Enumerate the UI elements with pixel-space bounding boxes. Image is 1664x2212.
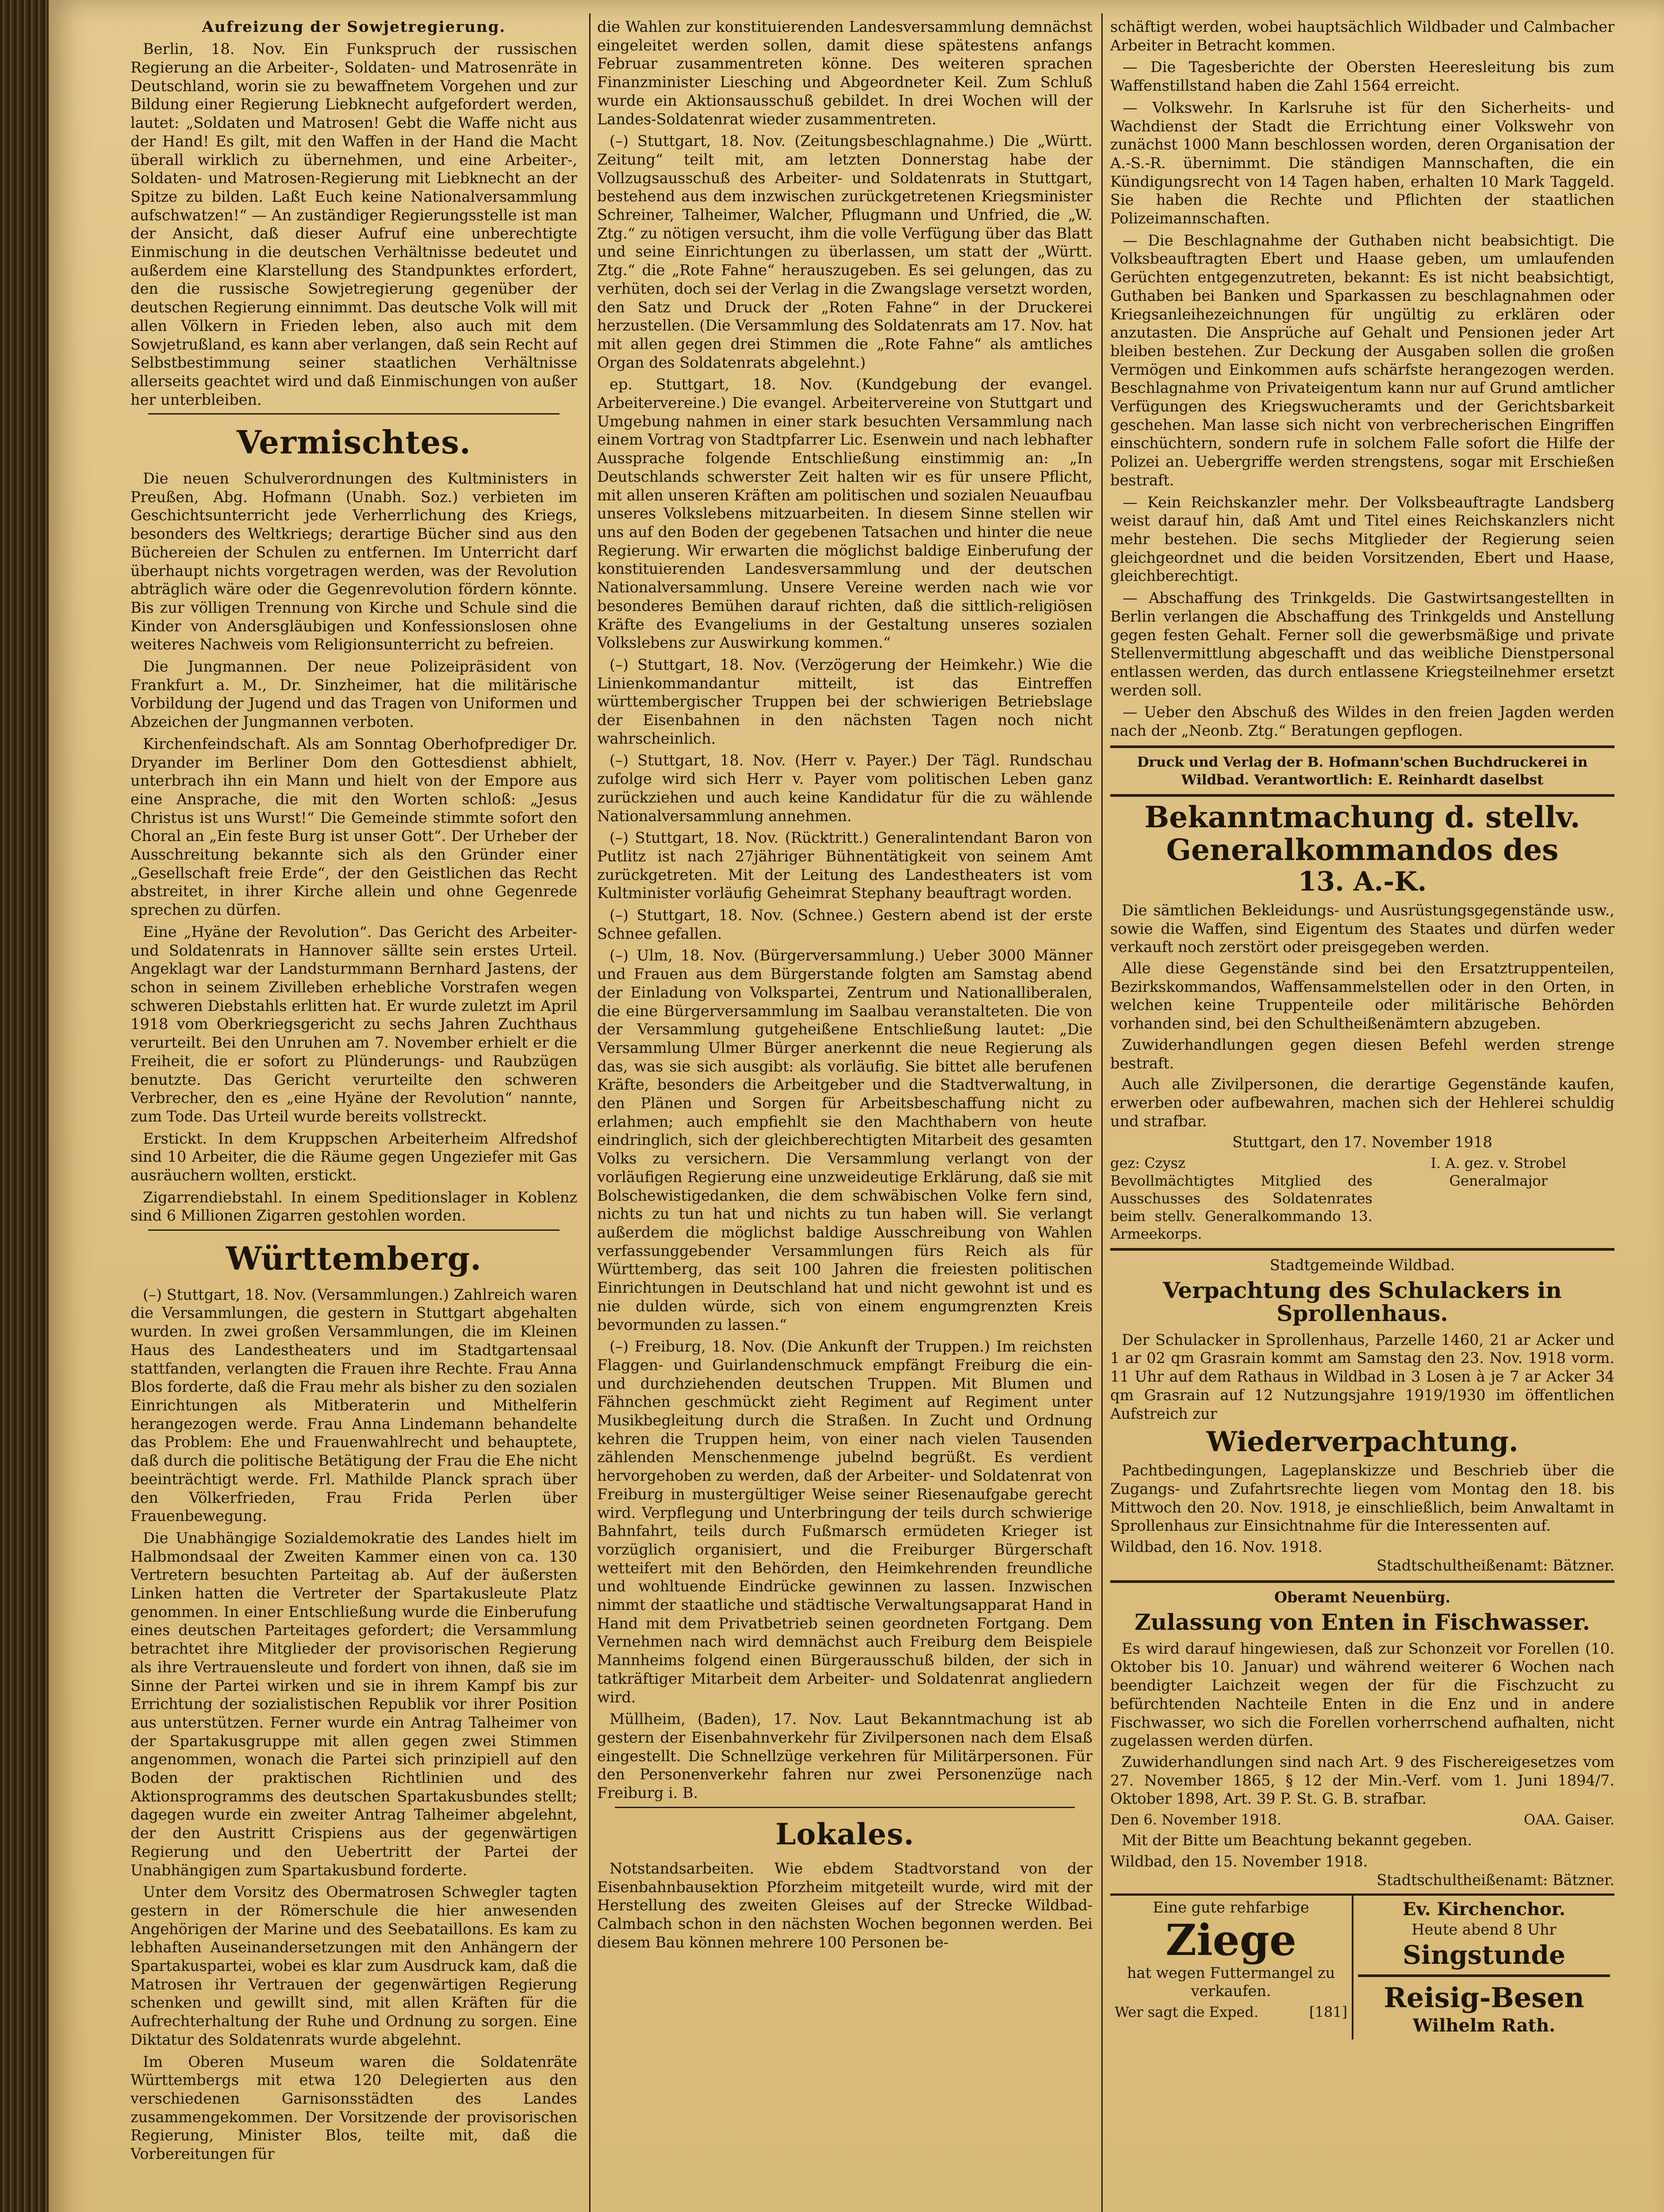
ad-title: Zulassung von Enten in Fischwasser. — [1135, 1609, 1590, 1636]
ad-footer — [1115, 2003, 1347, 2021]
article-paragraph: ep. Stuttgart, 18. Nov. (Kundgebung der evangel. Arbeitervereine.) Die evangel. Arbeitervereine von Stuttgart und Umgebung nahmen in einer stark besuchten Versammlung nach einem Vortrag von Stadtpfarrer Lic. Esenwein und nach lebhafter Aussprache folgende Entschließung einstimmig an: „In Deutschlands schwerster Zeit halten wir es für unsere Pflicht, mit allen unseren Kräften am politischen und sozialen Neuaufbau unseres Volkslebens mitzuarbeiten. In diesem Sinne stellen wir uns auf den Boden der gegebenen Tatsachen und hinter die neue Regierung. Wir erwarten die möglichst baldige Einberufung der konstituierenden Landesversammlung und der deutschen Nationalversammlung. Unsere Vereine werden nach wie vor besonderes Bemühen darauf richten, daß die sittlich-religiösen Kräfte des Evangeliums in der Gestaltung unseres sozialen Volkslebens zur Auswirkung kommen.“ — [597, 376, 1093, 652]
ad-big-word: Reisig-Besen — [1384, 1981, 1584, 2014]
section-title-vermischtes: Vermischtes. — [237, 423, 471, 461]
article-paragraph: (–) Stuttgart, 18. Nov. (Zeitungsbeschlagnahme.) Die „Württ. Zeitung“ teilt mit, am letzten Donnerstag habe der Vollzugsausschuß des Arbeiter- und Soldatenrats in Stuttgart, bestehend aus dem inzwischen zurückgetretenen Kriegsminister Schreiner, Talheimer, Walcher, Pflugmann und Unfried, die „W. Ztg.“ zu nötigen versucht, ihm die volle Verfügung über das Blatt und seine Einrichtungen zu überlassen, um statt der „Württ. Ztg.“ die „Rote Fahne“ herauszugeben. Es sei gelungen, das zu verhüten, doch sei der Verlag in die Zwangslage versetzt worden, den Satz und Druck der „Roten Fahne“ in der Druckerei herzustellen. (Die Versammlung des Soldatenrats am 17. Nov. hat mit allen gegen drei Stimmen die „Rote Fahne“ als amtliches Organ des Soldatenrats abgelehnt.) — [597, 132, 1093, 371]
separator — [1110, 794, 1614, 797]
section-title-wuerttemberg: Württemberg. — [226, 1240, 482, 1278]
ad-title: Wiederverpachtung. — [1206, 1425, 1518, 1458]
separator — [1110, 1248, 1614, 1251]
ad-place-date: Wildbad, den 16. Nov. 1918. — [1110, 1538, 1323, 1556]
separator — [615, 1807, 1075, 1808]
ad-big-word: Singstunde — [1403, 1939, 1565, 1970]
article-paragraph: Im Oberen Museum waren die Soldatenräte Württembergs mit etwa 120 Delegierten aus den verschiedenen Garnisonsstädten des Landes zusammengekommen. Der Vorsitzende der provisorischen Regierung, Minister Blos, teilte mit, daß die Vorbereitungen für — [130, 2053, 577, 2163]
ad-signature: OAA. Gaiser. — [1524, 1811, 1614, 1828]
ad-place-date: Wildbad, den 15. November 1918. — [1110, 1852, 1368, 1870]
article-paragraph: schäftigt werden, wobei hauptsächlich Wildbader und Calmbacher Arbeiter in Betracht kommen. — [1110, 18, 1614, 54]
book-spine — [0, 0, 49, 2212]
article-paragraph: (–) Stuttgart, 18. Nov. (Schnee.) Gestern abend ist der erste Schnee gefallen. — [597, 906, 1093, 942]
article-paragraph: Unter dem Vorsitz des Obermatrosen Schwegler tagten gestern in der Römerschule die hier anwesenden Angehörigen der Marine und des Seebataillons. Es kam zu lebhaften Auseinandersetzungen mit den Anhängern der Spartakuspartei, wobei es klar zum Ausdruck kam, daß die Matrosen ihr Vertrauen der gegenwärtigen Regierung schenken und gewillt sind, mit allen Kräften für die Aufrechterhaltung der Ruhe und Ordnung zu sorgen. Eine Diktatur des Soldatenrats wurde abgelehnt. — [130, 1883, 577, 2048]
ad-ziege — [1110, 1896, 1353, 2039]
newspaper-page — [49, 0, 1664, 2212]
article-paragraph: Die neuen Schulverordnungen des Kultministers in Preußen, Abg. Hofmann (Unabh. Soz.) verbieten im Geschichtsunterricht jede Verherrlichung des Kriegs, besonders des Weltkriegs; derartige Bücher sind aus den Büchereien der Schulen zu entfernen. Im Unterricht darf überhaupt nichts vorgetragen werden, was der Revolution abträglich wäre oder die Gegenrevolution fördern könnte. Bis zur völligen Trennung von Kirche und Schule sind die Kinder von Andersgläubigen und Konfessionslosen ohne weiteres Nachweis vom Religionsunterricht zu befreien. — [130, 470, 577, 653]
article-paragraph: Eine „Hyäne der Revolution“. Das Gericht des Arbeiter- und Soldatenrats in Hannover sällte sein erstes Urteil. Angeklagt war der Landsturmmann Bernhard Jastens, der schon in seinem Zivilleben erhebliche Vorstrafen wegen schweren Diebstahls erlitten hat. Er wurde zuletzt im April 1918 vom Oberkriegsgericht zu sechs Jahren Zuchthaus verurteilt. Bei den Unruhen am 7. November erhielt er die Freiheit, die er sofort zu Plünderungs- und Raubzügen benutzte. Das Gericht verurteilte den schweren Verbrecher, den es „eine Hyäne der Revolution“ nannte, zum Tode. Das Urteil wurde bereits vollstreckt. — [130, 923, 577, 1125]
ad-paragraph: Zuwiderhandlungen sind nach Art. 9 des Fischereigesetzes vom 27. November 1865, § 12 der Min.-Verf. vom 1. Juni 1894/7. Oktober 1898, Art. 39 P. St. G. B. strafbar. — [1110, 1753, 1614, 1808]
column-3 — [1110, 18, 1614, 2212]
ad-title: Bekanntmachung d. stellv. — [1144, 800, 1580, 835]
separator — [148, 413, 560, 415]
article-paragraph: Erstickt. In dem Kruppschen Arbeiterheim Alfredshof sind 10 Arbeiter, die die Räume gegen Ungeziefer mit Gas ausräuchern wollten, erstickt. — [130, 1129, 577, 1184]
ad-big-word: Ziege — [1166, 1915, 1296, 1965]
article-paragraph: Berlin, 18. Nov. Ein Funkspruch der russischen Regierung an die Arbeiter-, Soldaten- und Matrosenräte in Deutschland, worin sie zu bewaffnetem Vorgehen und zur Bildung einer Regierung Liebknecht aufgefordert werden, lautet: „Soldaten und Matrosen! Gebt die Waffe nicht aus der Hand! Es gilt, mit den Waffen in der Hand die Macht überall wirklich zu übernehmen, und eine Arbeiter-, Soldaten- und Matrosen-Regierung mit Liebknecht an der Spitze zu bilden. Laßt Euch keine Nationalversammlung aufschwatzen!“ — An zuständiger Regierungsstelle ist man der Ansicht, daß dieser Aufruf eine unberechtigte Einmischung in die deutschen Verhältnisse bedeutet und außerdem eine Klarstellung des Standpunktes erfordert, den die russische Sowjetregierung gegenüber der deutschen Regierung einnimmt. Das deutsche Volk will mit allen Völkern in Frieden leben, also auch mit dem Sowjetrußland, es kann aber verlangen, daß sein Recht auf Selbstbestimmung seiner staatlichen Verhältnisse allerseits geachtet wird und daß Einmischungen von außer her unterbleiben. — [130, 40, 577, 408]
article-paragraph: die Wahlen zur konstituierenden Landesversammlung demnächst eingeleitet werden sollen, damit diese spätestens anfangs Februar zusammentreten könne. Des weiteren sprachen Finanzminister Liesching und Abgeordneter Keil. Zum Schluß wurde ein Aktionsausschuß gebildet. In drei Wochen will der Landes-Soldatenrat wieder zusammentreten. — [597, 18, 1093, 128]
separator — [1110, 1580, 1614, 1583]
ad-name: Wilhelm Rath. — [1412, 2015, 1556, 2036]
article-paragraph: — Die Beschlagnahme der Guthaben nicht beabsichtigt. Die Volksbeauftragten Ebert und Haase geben, um umlaufenden Gerüchten entgegenzutreten, bekannt: Es ist nicht beabsichtigt, Guthaben bei Banken und Sparkassen zu beschlagnahmen oder Kriegsanleihezeichnungen für ungültig zu erklären oder anzutasten. Die Ansprüche auf Gehalt und Pensionen jeder Art bleiben bestehen. Zur Deckung der Ausgaben sollen die großen Vermögen und Einkommen aufs schärfste herangezogen werden. Beschlagnahme von Privateigentum kann nur auf Grund amtlicher Verfügungen des Kriegswucheramts und der Gerichtsbarkeit geschehen. Man lasse sich nicht von verbrecherischen Eingriffen einschüchtern, sondern rufe in solchem Falle sofort die Hilfe der Polizei an. Uebergriffe werden strengstens, sogar mit Erschießen bestraft. — [1110, 231, 1614, 489]
separator — [148, 1229, 560, 1231]
ad-signatures — [1110, 1811, 1614, 1828]
ad-paragraph: Zuwiderhandlungen gegen diesen Befehl werden strenge bestraft. — [1110, 1036, 1614, 1072]
article-paragraph: (–) Stuttgart, 18. Nov. (Versammlungen.) Zahlreich waren die Versammlungen, die gestern in Stuttgart abgehalten wurden. In zwei großen Versammlungen, die im Kleinen Haus des Landestheaters und im Stadtgartensaal stattfanden, verlangten die Frauen ihre Rechte. Frau Anna Blos forderte, daß die Frau mehr als bisher zu den sozialen Einrichtungen als Mitberaterin und Mithelferin herangezogen werde. Frau Anna Lindemann behandelte das Problem: Ehe und Frauenwahlrecht und behauptete, daß durch die politische Betätigung der Frau die Ehe nicht beeinträchtigt werde. Frl. Mathilde Planck sprach über den Völkerfrieden, Frau Frida Perlen über Frauenbewegung. — [130, 1286, 577, 1525]
article-paragraph: — Abschaffung des Trinkgelds. Die Gastwirtsangestellten in Berlin verlangen die Abschaffung des Trinkgelds und Anstellung gegen festen Gehalt. Ferner soll die gewerbsmäßige und private Stellenvermittlung abgeschafft und das weibliche Dienstpersonal entlassen werden, das durch entlassene Kriegsteilnehmer ersetzt werden soll. — [1110, 589, 1614, 699]
ad-signature: Stadtschultheißenamt: Bätzner. — [1376, 1556, 1614, 1574]
separator — [1358, 1974, 1610, 1977]
ad-kirchenchor — [1353, 1896, 1614, 2039]
article-paragraph: Zigarrendiebstahl. In einem Speditionslager in Koblenz sind 6 Millionen Zigarren gestohlen worden. — [130, 1188, 577, 1225]
article-paragraph: Die Jungmannen. Der neue Polizeipräsident von Frankfurt a. M., Dr. Sinzheimer, hat die militärische Vorbildung der Jugend und das Tragen von Uniformen und Abzeichen der Jungmannen verboten. — [130, 658, 577, 731]
ad-title: Ev. Kirchenchor. — [1403, 1899, 1566, 1920]
ad-paragraph: Mit der Bitte um Beachtung bekannt gegeben. — [1122, 1832, 1472, 1849]
imprint: Druck und Verlag der B. Hofmann'schen Buchdruckerei in Wildbad. Verantwortlich: E. Reinhardt daselbst — [1137, 754, 1588, 788]
column-rule — [1101, 13, 1103, 2212]
small-ads — [1110, 1893, 1614, 2039]
ad-pre: Eine gute rehfarbige — [1153, 1899, 1309, 1916]
article-paragraph: — Kein Reichskanzler mehr. Der Volksbeauftragte Landsberg weist darauf hin, daß Amt und Titel eines Reichskanzlers nicht mehr bestehen. Die sechs Mitglieder der Regierung seien gleichgeordnet und die beiden Vorsitzenden, Ebert und Haase, gleichberechtigt. — [1110, 493, 1614, 585]
separator — [1110, 745, 1614, 748]
ad-issuer: Stadtgemeinde Wildbad. — [1269, 1256, 1455, 1274]
ad-paragraph: Der Schulacker in Sprollenhaus, Parzelle 1460, 21 ar Acker und 1 ar 02 qm Grasrain kommt am Samstag den 23. Nov. 1918 vorm. 11 Uhr auf dem Rathaus in Wildbad in 3 Losen à je 7 ar Acker 34 qm Grasrain auf 12 Nutzungsjahre 1919/1930 im öffentlichen Aufstreich zur — [1110, 1331, 1614, 1422]
ad-issuer: Oberamt Neuenbürg. — [1274, 1588, 1451, 1606]
ad-paragraph: Die sämtlichen Bekleidungs- und Ausrüstungsgegenstände usw., sowie die Waffen, sind Eigentum des Staates und dürfen weder verkauft noch zerstört oder preisgegeben werden. — [1110, 901, 1614, 956]
section-title-lokales: Lokales. — [775, 1816, 915, 1851]
article-headline: Aufreizung der Sowjetregierung. — [202, 18, 506, 36]
ad-signatures — [1110, 1154, 1614, 1243]
article-paragraph: Die Unabhängige Sozialdemokratie des Landes hielt im Halbmondsaal der Zweiten Kammer einen von ca. 130 Vertretern besuchten Parteitag ab. Auf der äußersten Linken hatten die Vertreter der Spartakusleute Platz genommen. In einer Entschließung wurde die Einberufung eines deutschen Parteitages gefordert; die Versammlung betrachtet ihre Mitglieder der provisorischen Regierung als ihre Vertrauensleute und fordert von ihnen, daß sie im Sinne der Partei wirken und sie in ihrem Kampf bis zur Errichtung der sozialistischen Republik vor ihrer Position aus unterstützen. Ferner wurde ein Antrag Talheimer von der Spartakusgruppe mit allen gegen zwei Stimmen angenommen, wonach die Partei sich prinzipiell auf den Boden der praktischen Richtlinien und des Aktionsprogramms des deutschen Spartakusbundes stellt; dagegen wurde ein zweiter Antrag Talheimer abgelehnt, der den Austritt Crispiens aus der gegenwärtigen Regierung und den Uebertritt der Partei der Unabhängigen zum Spartakusbund forderte. — [130, 1529, 577, 1879]
ad-text: Heute abend 8 Uhr — [1411, 1921, 1557, 1939]
column-rule — [589, 13, 590, 2212]
ad-paragraph: Pachtbedingungen, Lageplanskizze und Beschrieb über die Zugangs- und Zufahrtsrechte liegen vom Montag den 18. bis Mittwoch den 20. Nov. 1918, je einschließlich, beim Anwaltamt in Sprollenhaus zur Einsichtnahme für die Interessenten auf. — [1110, 1462, 1614, 1535]
ad-place-date: Den 6. November 1918. — [1110, 1811, 1282, 1828]
ad-text: hat wegen Futtermangel zu verkaufen. — [1127, 1964, 1335, 2000]
ad-contact: Wer sagt die Exped. — [1115, 2003, 1259, 2020]
article-paragraph: (–) Freiburg, 18. Nov. (Die Ankunft der Truppen.) Im reichsten Flaggen- und Guirlandenschmuck empfängt Freiburg die ein- und durchziehenden deutschen Truppen. Mit Blumen und Fähnchen geschmückt zieht Regiment auf Regiment unter Musikbegleitung durch die Straßen. In Zucht und Ordnung kehren die Truppen heim, von einer nach vielen Tausenden zählenden Menschenmenge jubelnd begrüßt. Es verdient hervorgehoben zu werden, daß der Arbeiter- und Soldatenrat von Freiburg in mustergültiger Weise seiner Riesenaufgabe gerecht wird. Verpflegung und Unterbringung der teils durch schwierige Bahnfahrt, teils durch Fußmarsch ermüdeten Krieger ist vorzüglich organisiert, und die Freiburger Bürgerschaft wetteifert mit den Behörden, den Heimkehrenden freundliche und wohltuende Eindrücke gewinnen zu lassen. Inzwischen nimmt der staatliche und städtische Verwaltungsapparat Hand in Hand mit dem Privatbetrieb seinen geordneten Fortgang. Dem Vernehmen nach wird demnächst auch Freiburg dem Beispiele Mannheims folgend einen Bürgerausschuß bilden, der sich in tatkräftiger Mitarbeit dem Arbeiter- und Soldatenrat angliedern wird. — [597, 1338, 1093, 1706]
article-paragraph: (–) Stuttgart, 18. Nov. (Rücktritt.) Generalintendant Baron von Putlitz ist nach 27jähriger Bühnentätigkeit von seinem Amt zurückgetreten. Mit der Leitung des Landestheaters ist vom Kultminister vorläufig Geheimrat Stephany beauftragt worden. — [597, 829, 1093, 902]
ad-signature: Stadtschultheißenamt: Bätzner. — [1376, 1871, 1614, 1889]
ad-title: Generalkommandos des — [1166, 832, 1559, 867]
ad-paragraph: Es wird darauf hingewiesen, daß zur Schonzeit vor Forellen (10. Oktober bis 10. Januar) und während weiterer 6 Wochen nach beendigter Laichzeit wegen der für die Fischzucht zu befürchtenden Nachteile Enten in die Enz und in andere Fischwasser, wo sich die Forellen vorherrschend aufhalten, nicht zugelassen werden dürfen. — [1110, 1640, 1614, 1750]
ad-paragraph: Alle diese Gegenstände sind bei den Ersatztruppenteilen, Bezirkskommandos, Waffensammelstellen oder in den Orten, in welchen keine Truppenteile oder militärische Behörden vorhanden sind, bei den Schultheißenämtern abzugeben. — [1110, 960, 1614, 1033]
article-paragraph: — Volkswehr. In Karlsruhe ist für den Sicherheits- und Wachdienst der Stadt die Errichtung einer Volkswehr von zunächst 1000 Mann beschlossen worden, deren Organisation der A.-S.-R. übernimmt. Die ständigen Mannschaften, die ein Kündigungsrecht von 14 Tagen haben, erhalten 10 Mark Taggeld. Sie haben die Rechte und Pflichten der staatlichen Polizeimannschaften. — [1110, 99, 1614, 227]
article-paragraph: Müllheim, (Baden), 17. Nov. Laut Bekanntmachung ist ab gestern der Eisenbahnverkehr für Zivilpersonen nach dem Elsaß eingestellt. Die Schnellzüge verkehren für Militärpersonen. Für den Personenverkehr fahren nur zwei Personenzüge nach Freiburg i. B. — [597, 1710, 1093, 1802]
article-paragraph: — Ueber den Abschuß des Wildes in den freien Jagden werden nach der „Neonb. Ztg.“ Beratungen gepflogen. — [1110, 703, 1614, 740]
article-paragraph: Notstandsarbeiten. Wie ebdem Stadtvorstand von der Eisenbahnbausektion Pforzheim mitgeteilt wurde, wird mit der Herstellung des zweiten Gleises auf der Strecke Wildbad-Calmbach schon in den nächsten Wochen begonnen werden. Bei diesem Bau können mehrere 100 Personen be- — [597, 1859, 1093, 1951]
column-1 — [130, 18, 577, 2212]
ad-place-date: Stuttgart, den 17. November 1918 — [1232, 1133, 1492, 1151]
article-paragraph: — Die Tagesberichte der Obersten Heeresleitung bis zum Waffenstillstand haben die Zahl 1564 erreicht. — [1110, 58, 1614, 95]
ad-paragraph: Auch alle Zivilpersonen, die derartige Gegenstände kaufen, erwerben oder aufbewahren, machen sich der Hehlerei schuldig und strafbar. — [1110, 1075, 1614, 1130]
signature-left: gez: Czysz Bevollmächtigtes Mitglied des Ausschusses des Soldatenrates beim stellv. Generalkommando 13. Armeekorps. — [1110, 1155, 1373, 1243]
article-paragraph: (–) Stuttgart, 18. Nov. (Herr v. Payer.) Der Tägl. Rundschau zufolge wird sich Herr v. Payer vom politischen Leben ganz zurückziehen und auch keine Kandidatur für die zu wählende Nationalversammlung annehmen. — [597, 752, 1093, 825]
column-2 — [597, 18, 1093, 2212]
ad-title: Verpachtung des Schulackers in Sprollenhaus. — [1163, 1277, 1562, 1327]
ad-number: [181] — [1309, 2003, 1348, 2020]
article-paragraph: (–) Ulm, 18. Nov. (Bürgerversammlung.) Ueber 3000 Männer und Frauen aus dem Bürgerstande folgten am Samstag abend der Einladung von Volkspartei, Zentrum und Nationalliberalen, die eine Bürgerversammlung im Saalbau veranstalteten. Die von der Versammlung gutgeheißene Entschließung lautet: „Die Versammlung Ulmer Bürger anerkennt die neue Regierung als das, was sie sich ausgibt: als vorläufig. Sie bittet alle berufenen Kräfte, besonders die Arbeitgeber und die Stadtverwaltung, in den Plänen und Sorgen für Arbeitsbeschaffung nicht zu erlahmen; auch empfiehlt sie den Machthabern von heute eindringlich, sich der gleichberechtigten Mitarbeit des gesamten Volks zu versichern. Die Versammlung verlangt von der vorläufigen Regierung eine unzweideutige Erklärung, daß sie mit Bolschewistigedanken, die dem schwäbischen Volke fern sind, nichts zu tun hat und nichts zu tun haben will. Sie verlangt außerdem die möglichst baldige Ausschreibung von Wahlen verfassunggebender Versammlungen fürs Reich als für Württemberg, das seit 100 Jahren die freiesten politischen Einrichtungen in Deutschland hat und nicht gewohnt ist und es nie dulden würde, sich von einem engumgrenzten Kreis bevormunden zu lassen.“ — [597, 947, 1093, 1333]
ad-title: 13. A.-K. — [1298, 866, 1427, 897]
article-paragraph: (–) Stuttgart, 18. Nov. (Verzögerung der Heimkehr.) Wie die Linienkommandantur mitteilt, ist das Eintreffen württembergischer Truppen bei der schwierigen Betriebslage der Eisenbahnen in den nächsten Tagen noch nicht wahrscheinlich. — [597, 656, 1093, 747]
article-paragraph: Kirchenfeindschaft. Als am Sonntag Oberhofprediger Dr. Dryander im Berliner Dom den Gottesdienst abhielt, unterbrach ihn ein Mann und hielt von der Empore aus eine Ansprache, die mit den Worten schloß: „Jesus Christus ist uns Wurst!“ Die Gemeinde stimmte sofort den Choral an „Ein feste Burg ist unser Gott“. Der Urheber der Ausschreitung bekannte sich als den Gründer einer „Gesellschaft freie Erde“, der den Geistlichen das Recht abstreitet, in ihrer Kirche allein und ohne Gegenrede sprechen zu dürfen. — [130, 735, 577, 919]
signature-right: I. A. gez. v. Strobel Generalmajor — [1430, 1155, 1567, 1190]
